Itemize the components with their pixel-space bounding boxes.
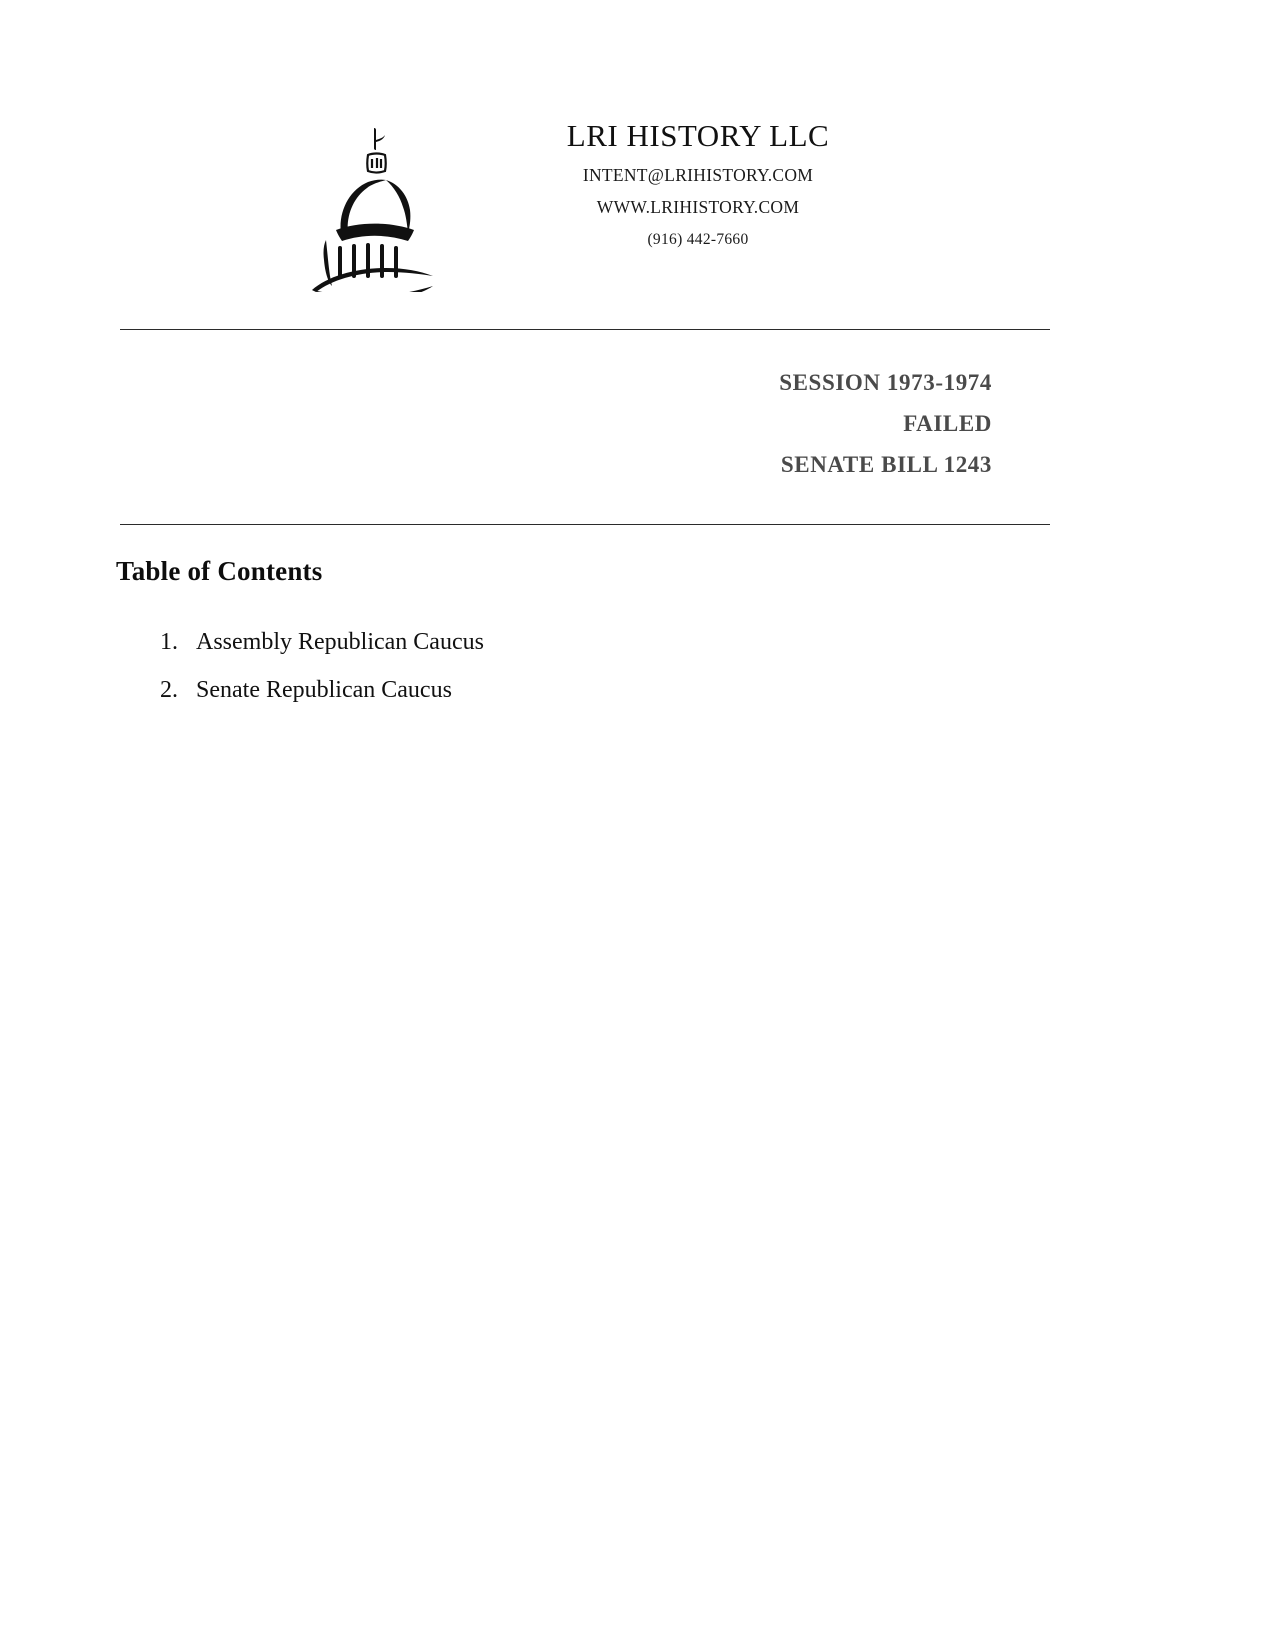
session-line-session: SESSION 1973-1974 [779,370,992,395]
list-item[interactable] [116,618,916,666]
table-of-contents-list [116,618,916,714]
divider-bottom [120,524,1050,525]
list-item-label: Senate Republican Caucus [196,677,452,703]
session-line-bill: SENATE BILL 1243 [780,452,992,477]
divider-top [120,329,1050,330]
website-url[interactable]: WWW.LRIHISTORY.COM [596,196,800,217]
logo [285,122,465,292]
organization-name: LRI HISTORY LLC [566,118,830,153]
list-item-number: 1. [160,629,178,655]
capitol-dome-logo-icon [300,122,450,292]
list-item-number: 2. [160,677,178,703]
session-line-status: FAILED [903,411,992,436]
list-item[interactable] [116,666,916,714]
session-heading [120,362,992,485]
phone-number: (916) 442-7660 [647,230,749,248]
letterhead [0,118,1276,292]
table-of-contents-title: Table of Contents [116,556,323,586]
email-address[interactable]: INTENT@LRIHISTORY.COM [582,164,814,185]
contact-block [483,118,913,249]
list-item-label: Assembly Republican Caucus [196,629,484,655]
